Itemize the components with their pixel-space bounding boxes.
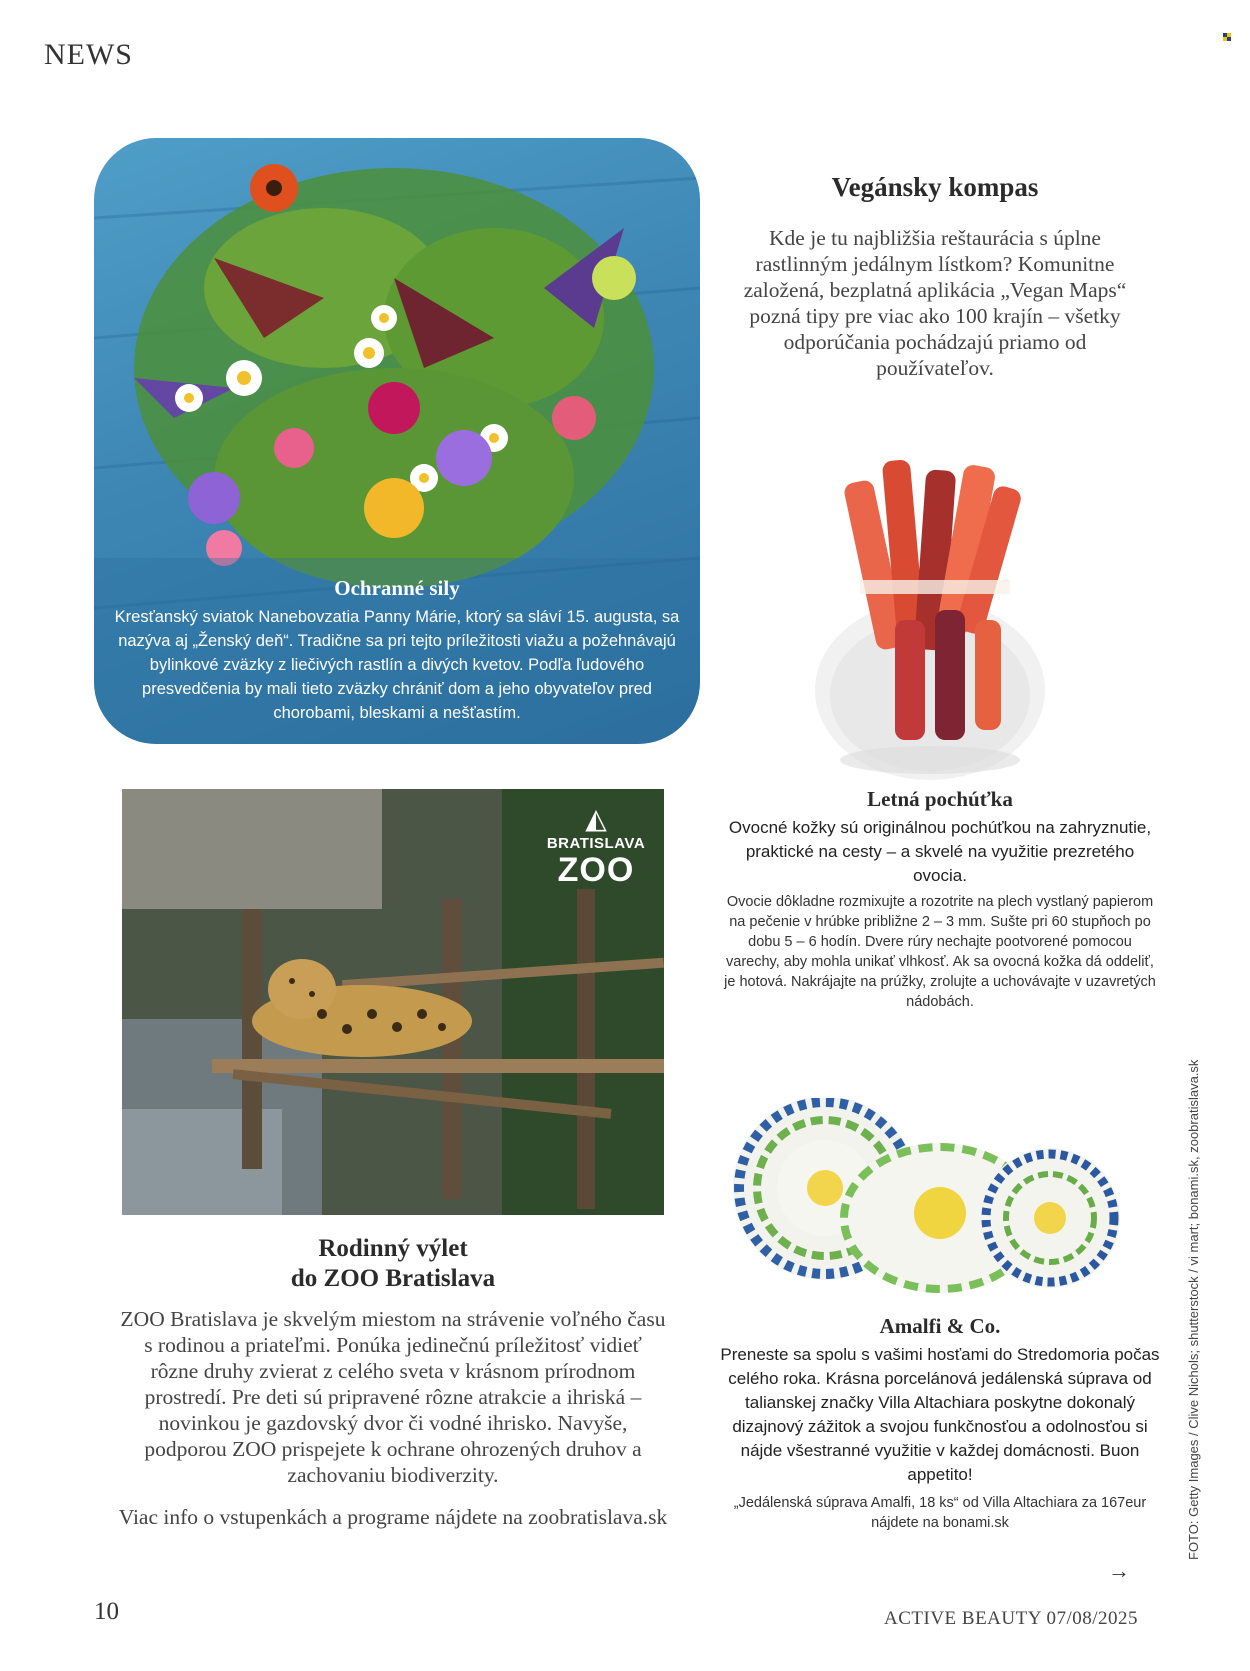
flower-bouquet-card <box>94 138 700 744</box>
page-number: 10 <box>94 1598 119 1625</box>
rodinny-title-line2: do ZOO Bratislava <box>290 1265 496 1292</box>
zoo-logo-brand: BRATISLAVA <box>546 835 646 852</box>
amalfi-article <box>720 1314 1160 1533</box>
flower-card-body: Kresťanský sviatok Nanebovzatia Panny Márie, ktorý sa sláví 15. augusta, sa nazýva aj „Ženský deň“. Tradične sa pri tejto príležitosti viažu a požehnávajú bylinkové zväzky z liečivých rastlín a divých kvetov. Podľa ľudového presvedčenia by mali tieto zväzky chrániť dom a jeho obyvateľov pred chorobami, bleskami a nešťastím. <box>114 608 680 722</box>
rodinny-title <box>118 1234 668 1294</box>
rodinny-article <box>118 1234 668 1530</box>
vegan-title: Vegánsky kompas <box>831 172 1039 202</box>
jaguar-zoo-photo <box>122 789 664 1215</box>
lynx-logo-icon: ◭ <box>585 803 607 834</box>
issue-label: ACTIVE BEAUTY 07/08/2025 <box>884 1608 1139 1629</box>
letna-title: Letná pochúťka <box>867 787 1013 811</box>
vegan-body: Kde je tu najbližšia reštaurácia s úplne rastlinným jedálnym lístkom? Komunitne založená, bezplatná aplikácia „Vegan Maps“ pozná tipy pre viac ako 100 krajín – všetky odporúčania pochádzajú priamo od používateľov. <box>743 226 1127 380</box>
bratislava-zoo-logo <box>546 803 646 888</box>
rodinny-title-line1: Rodinný výlet <box>318 1235 468 1262</box>
corner-marker-icon <box>1223 33 1231 41</box>
amalfi-body: Preneste sa spolu s vašimi hosťami do Stredomoria počas celého roka. Krásna porcelánová jedálenská súprava od talianskej značky Villa Altachiara poskytne dokonalý dizajnový zážitok a svojou funkčnosťou a odolnosťou si nájde všestranné využitie v každej domácnosti. Buon appetito! <box>720 1345 1160 1484</box>
amalfi-caption: „Jedálenská súprava Amalfi, 18 ks“ od Villa Altachiara za 167eur nájdete na bonami.sk <box>733 1495 1147 1531</box>
flower-card-title: Ochranné sily <box>334 576 460 600</box>
vegan-article <box>730 172 1140 381</box>
amalfi-plates-image <box>730 1098 1125 1298</box>
section-label: NEWS <box>44 38 133 71</box>
photo-credit: FOTO: Getty Images / Clive Nichols; shutterstock / vi mart; bonami.sk, zoobratislava.sk <box>1186 1059 1201 1560</box>
letna-article <box>720 787 1160 1012</box>
amalfi-title: Amalfi & Co. <box>879 1314 1001 1338</box>
fruit-leather-jar-image <box>800 440 1060 790</box>
letna-lead: Ovocné kožky sú originálnou pochúťkou na zahryznutie, praktické na cesty – a skvelé na využitie prezretého ovocia. <box>728 818 1152 885</box>
rodinny-body: ZOO Bratislava je skvelým miestom na strávenie voľného času s rodinou a priateľmi. Ponúka jedinečnú príležitosť vidieť rôzne druhy zvierat z celého sveta v krásnom prírodnom prostredí. Pre deti sú pripravené rôzne atrakcie a ihriská – novinkou je gazdovský dvor či vodné ihrisko. Navyše, podporou ZOO prispejete k ochrane ohrozených druhov a zachovaniu biodiverzity. <box>120 1307 666 1487</box>
rodinny-more-info: Viac info o vstupenkách a programe nájdete na zoobratislava.sk <box>118 1505 668 1529</box>
zoo-logo-name: ZOO <box>557 851 635 889</box>
next-arrow-icon[interactable]: → <box>1108 1558 1130 1583</box>
letna-body: Ovocie dôkladne rozmixujte a rozotrite na plech vystlaný papierom na pečenie v hrúbke približne 2 – 3 mm. Sušte pri 60 stupňoch po dobu 5 – 6 hodín. Dvere rúry nechajte pootvorené pomocou varechy, aby mohla unikať vlhkosť. Ak sa ovocná kožka dá oddeliť, je hotová. Nakrájajte na prúžky, zrolujte a uchovávajte v uzavretých nádobách. <box>724 894 1156 1010</box>
